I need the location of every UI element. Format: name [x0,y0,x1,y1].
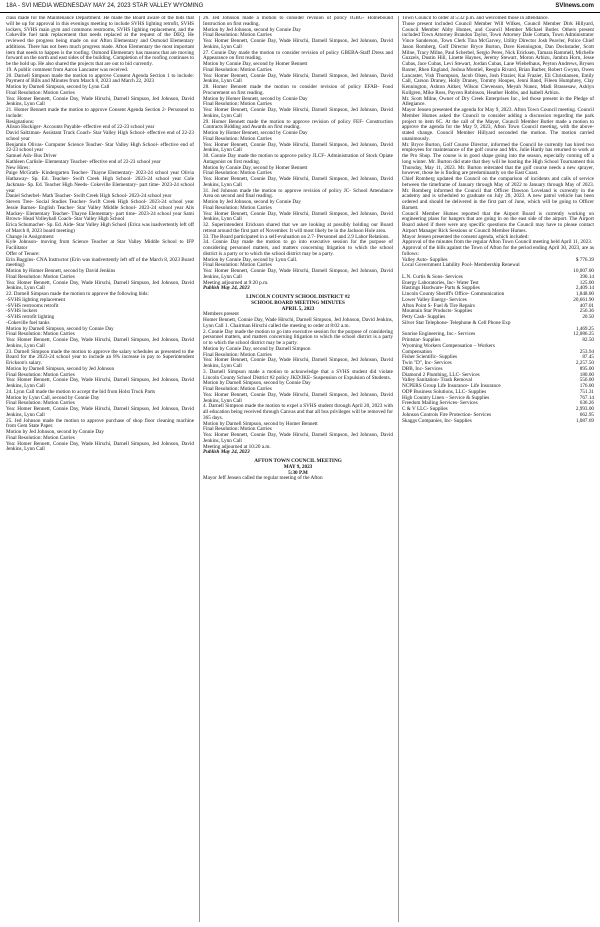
paragraph: Mayor Jeff Jensen called the regular meeting of the Afton [203,475,323,482]
column-1 [6,16,194,922]
column-2 [203,16,393,922]
bill-amount: 662.95 [579,411,594,418]
bill-amount: 751.31 [579,388,594,395]
paragraph: Town Council to order at 5:32 p.m. and welcomed those in attendance. [402,16,549,21]
bill-payee: Local Government Liability Pool- Membership Renewal [402,262,520,269]
paragraph: Yea: Homer Bennett, Connie Day, Wade Hirschi, Darnell Simpson, Jed Johnson, David Jenkins, Lynn Call [6,95,194,108]
paragraph: Mr. Scott Milne, Owner of Dry Creek Enterprises Inc., led those present in the Pledge of Allegiance. [402,95,594,108]
bill-amount: 176.00 [579,383,594,389]
bill-amount: 1,848.00 [575,291,594,297]
paragraph: 25. Jed Johnson made the motion to approve purchase of shop floor cleaning machine from Gem State Paper. [6,417,194,430]
paragraph: Yea: Homer Bennett, Connie Day, Wade Hirschi, Darnell Simpson, Jed Johnson, David Jenkins, Lynn Call [203,72,393,85]
bill-payee: Silver Star Telephone- Telephone & Cell Phone Exp [402,319,511,326]
bill-amount: 20,661.90 [573,296,594,303]
heading-line: LINCOLN COUNTY SCHOOL DISTRICT #2 [246,294,350,300]
paragraph: Offer of Tenure: [6,250,40,257]
heading-line: APRIL 5, 2023 [281,305,315,312]
bill-payee: Energy Laboratories, Inc- Water Test [402,279,479,286]
bill-amount: 2,993.00 [575,406,594,412]
paragraph: 31. Jed Johnson made the motion to approve revision of policy JC- School Attendance Area on second and final reading. [203,187,393,200]
bill-payee: C & V LLC- Supplies [402,406,448,412]
paragraph: 32. Superintendent Erickson shared that we are looking at possibly holding our Board retreat around the first part of November. It will most likely be in the Jackson Hole area. [203,222,393,234]
paragraph: Yea: Homer Bennett, Connie Day, Wade Hirschi, Darnell Simpson, Jed Johnson, David Jenkins, Lynn Call [203,432,393,444]
bill-payee: Diamond 2 Plumbing, LLC- Services [402,371,480,378]
paragraph: Motion by Connie Day, second by Darnell Simpson [203,345,311,352]
paragraph: Motion by Connie Day, second by Homer Bennett [203,61,308,67]
bill-payee: NCPERS Group Life Insurance- Life Insurance [402,383,501,389]
bill-amount: 10,007.00 [573,268,594,274]
publish-date: Publish May 24, 2023 [203,285,250,292]
bill-payee: Petty Cash- Supplies [402,314,446,320]
notice-heading [203,295,393,312]
paragraph: Chief Romberg updated the Council on the comparison of incidents and calls of service between the timeframe of January through May of 2022 to January through May of 2023. Mr. Romberg informed the Council that Officer Dawson Loveland is currently in the academy and is scheduled to graduate on July 20, 2023. A new patrol vehicle has been ordered and should be delivered in the first part of June, which will be going to Officer Barnett. [402,176,594,211]
notice-heading [203,459,393,476]
paragraph: Motion by Homer Bennett, second by Connie Day [203,95,308,102]
paragraph: Change in Assignment: [6,233,55,240]
paragraph: Final Resolution: Motion Carries [203,351,272,358]
paragraph: Yea: Homer Bennett, Connie Day, Wade Hirschi, Darnell Simpson, Jed Johnson, David Jenkins, Lynn Call [203,38,393,50]
bill-payee: L.N. Curtis & Sons- Services [402,273,463,280]
paragraph: Final Resolution: Motion Carries [6,273,75,280]
paragraph: Motion by Jed Johnson, second by Connie Day [203,26,301,33]
paragraph: 21. Homer Bennett made the motion to approve Consent Agenda Section 2- Personnel to include: [6,107,194,119]
bill-payee: Freedom Mailing Services- Services [402,400,478,407]
paragraph: -SVHS lighting replacement [6,296,66,303]
paragraph: Final Resolution: Motion Carries [6,400,75,407]
bill-amount: 1,469.25 [575,325,594,332]
paragraph: 29. Homer Bennett made the motion to approve revision of policy FEF- Construction Contracts Bidding and Awards on first reading. [203,118,393,131]
bill-amount: 556.00 [579,377,594,384]
header-website: SVInews.com [555,3,594,9]
paragraph: Final Resolution: Motion Carries [203,262,272,269]
paragraph: Motion by Homer Bennett, second by David Jenkins [6,268,116,274]
paragraph: 4. Darnell Simpson made the motion to expel a SVHS student through April 20, 2023 with all education being received through Canvas and that all bus privileges will be removed for 365 days. [203,403,393,421]
paragraph: Mayor Jensen presented the consent agenda, which included: [402,233,529,240]
heading-line: AFTON TOWN COUNCIL MEETING [254,458,342,464]
paragraph: Yea: Homer Bennett, Connie Day, Wade Hirschi, Darnell Simpson, Jed Johnson, David Jenkins, Lynn Call [6,337,194,349]
paragraph: 27. Connie Day made the motion to consider revision of policy GBEBA-Staff Dress and Appearance on first reading. [203,49,393,62]
paragraph: Motion by Darnell Simpson, second by Lynn Call [6,84,110,90]
bill-row [402,419,594,425]
paragraph: Meeting adjourned at 10:20 a.m. [203,443,271,450]
paragraph: Motion by Darnell Simpson, second by Connie Day [6,325,114,332]
header-dateline: 18A - SVI MEDIA WEDNESDAY MAY 24, 2023 STAR VALLEY WYOMING [6,3,204,9]
bill-amount: 2,257.50 [575,360,594,366]
bill-payee: Afton Point S- Fuel & Tire Repairs [402,302,475,309]
paragraph: 19. A public comment from Aaron Lancaster was received. [6,66,129,73]
paragraph: Yea: Homer Bennett, Connie Day, Wade Hirschi, Darnell Simpson, Jed Johnson, David Jenkins, Lynn Call [203,268,393,280]
bill-amount: 895.00 [579,365,594,372]
bill-amount: 767.14 [579,394,594,401]
paragraph: Mr. Bryce Burton, Golf Course Director, informed the Council he currently has hired two employees for maintenance of the golf course and Mrs. Julie Hardy has returned to work at the Pro Shop. The course is in good shape going into the season, especially coming off a long winter. Mr. Burton did state that they will be hosting the High School Tournament this Thursday, May 11, 2023. Mr. Burton reiterated that the golf course needs a new sprayer, however, those he is finding are predominantly on the East Coast. [402,141,594,177]
paragraph: Final Resolution: Motion Carries [203,386,272,392]
paragraph: Members present [203,311,239,318]
bill-payee: High Country Linen – Service & Supplies [402,394,490,401]
paragraph: Those present included Council Member Will Wilkes, Council Member Dirk Hillyard, Council Member Abby Humes, and Council Member Michael Butler. Others present included Town Attorney Brandon Taylor, Town Attorney Dale Cottam, Town Administrator Vince Sanderson, Town Clerk Tina McGarvey, Utility Director Josh Peavler, Police Chief Jason Romberg, Golf Director Bryce Burton, Dave Kennington, Dan Dockstader, Scott Milne, Tracy Milne, Paul Scherbel, Sergio Peres, Nick Ericksen, Tamara Rammell, Michelle Guzzels, Dustin Hill, Linette Haynes, Jeremy Stewart, Moron Arbizu, Jambra Horn, Jesse Cubas, Jace Cubas, Levi Stewart, Jordan Cubas, Lane Wiebelhaus, Peyton Andrews, Brysen Baxter, Rhen England, Joshua Montiel, Reegin Rivard, Brian Barber, Robert Gwynn, Owen Lancaster, Vish Thompson, Jacob Olsen, Josh Frazier, Kai Frazier, Eli Christiansen, Emily Call, Carson Draney, Holly Draney, Tommy Hoopes, Jenni Band, Fileen Humphrey, Clay Kennington, Ashton Aitker, Wilson Clevenson, Meyah Nunez, Madi Brassesaw, Ashlyn Kollgren, Mike Ross, Paycen Robinson, Heather Hobbs, and Isabell Arbizu. [402,20,594,96]
column-divider [398,16,399,922]
bill-payee: Sunrise Engineering, Inc.- Services [402,331,476,338]
paragraph: Yea: Homer Bennett, Connie Day, Wade Hirschi, Darnell Simpson, Jed Johnson, David Jenkins, Lynn Call [203,176,393,188]
bill-amount: 82.50 [582,337,594,343]
bill-amount: 253.94 [579,348,594,355]
paragraph: 2. Connie Day made the motion to go into executive session for the purpose of considering personnel matters, and matters concerning litigation to which the school district is a party or to which the school district may be a party. [203,328,393,346]
bill-amount: 390.14 [579,273,594,280]
paragraph: 3. Darnell Simpson made a motion to acknowledge that a SVHS student did violate Lincoln County School District #2 policy JKD/JKE- Suspension or Expulsion of Students. [203,368,393,381]
paragraph: Final Resolution: Motion Carries [203,32,272,39]
paragraph: class made for the Maintenance Department. He made the Board aware of the bids that will be up for approval in this evenings meeting to include SVHS lighting retrofit, SVHS lockers, SVHS main gym and commons restrooms, SVHS lighting replacement, and the Cokeville fuel tank replacement that needs replaced at the request of the DEQ. He reviewed the progress being made on our Afton Elementary and Osmond Elementary additions. There has not been much progress made. Afton Elementary the most important item that needs to happen is the roofing. Osmond Elementary has masons that are moving forward on the north and east sides of the building. Completion of the roofing continues to be the hold up. He also shared the projects that are out to bid currently. [6,16,194,67]
paragraph: -Cokeville fuel tanks [6,319,50,326]
paragraph: Yea: Homer Bennett, Connie Day, Wade Hirschi, Darnell Simpson, Jed Johnson, David Jenkins, Lynn Call [6,279,194,292]
paragraph: -SVHS retrofit lighting [6,314,55,320]
bill-payee: Valley Sanitation- Trash Removal [402,377,473,384]
paragraph: -SVHS restrooms retrofit [6,302,59,309]
paragraph: Final Resolution: Motion Carries [203,135,272,142]
paragraph: Resignations: [6,118,35,125]
paragraph: 33. The Board participated in a self-evaluation on 2.7- Personnel and 2.9 Labor Relations. [203,233,390,240]
paragraph: Daniel Scherbel- Math Teacher- Swift Creek High School- 2023-24 school year [6,193,172,200]
column-divider [199,16,200,922]
paragraph: 22. Darnell Simpson made the motion to approve the following bids: [6,291,149,297]
paragraph: Kyle Johnson- moving from Science Teacher at Star Valley Middle School to IFP Facilitator [6,239,194,251]
paragraph: Final Resolution: Motion Carries [203,204,272,211]
paragraph: Final Resolution: Motion Carries [203,101,272,108]
bill-payee: Twin "D", Inc- Services [402,360,452,366]
paragraph: Motion by Homer Bennett, second by Connie Day [203,130,308,136]
heading-line: SCHOOL BOARD MEETING MINUTES [251,299,345,306]
paragraph: Paige McGrath- Kindergarten Teacher- Thayne Elementary- 2023-24 school year Olivia Hathaway- Sp. Ed. Teacher- Swift Creek High School- 2023-24 school year Cole Jackman- Sp. Ed. Teacher High Needs- Cokeville Elementary- part time- 2023-24 school year [6,170,194,194]
paragraph: Homer Bennett, Connie Day, Wade Hirschi, Darnell Simpson, Jed Johnson, David Jenkins, Lynn Call 1. Chairman Hirschi called the meeting to order at 8:02 a.m. [203,317,393,329]
bill-amount: 87.45 [582,354,594,361]
bill-amount: $ 776.39 [575,256,594,263]
page-header [0,0,600,13]
bill-payee: Fisher Scientific- Supplies [402,354,458,361]
paragraph: Motion by Jed Johnson, second by Connie Day [203,199,301,205]
paragraph: Approval of the bills against the Town of Afton for the period ending April 30, 2023, are as follows: [402,245,594,257]
paragraph: Yea: Homer Bennett, Connie Day, Wade Hirschi, Darnell Simpson, Jed Johnson, David Jenkins, Lynn Call [203,391,393,404]
bill-payee: Lincoln County Sheriff's Office- Communication [402,291,505,297]
paragraph: Yea: Homer Bennett, Connie Day, Wade Hirschi, Darnell Simpson, Jed Johnson, David Jenkins, Lynn Call [6,377,194,389]
bill-payee: Johnson Controls Fire Protection- Services [402,411,492,418]
paragraph: 20. Darnell Simpson made the motion to approve Consent Agenda Section 1 to include: Payment of Bills and Minutes from March 8, 2023 and March 22, 2023 [6,72,194,85]
paragraph: 23. Darnell Simpson made the motion to approve the salary schedules as presented to the Board for the 2023-24 school year to include an 8% increase in pay to Superintendent Erickson's salary. [6,348,194,366]
bill-payee: DBB, Inc- Services [402,365,443,372]
paragraph: Motion by Connie Day, second by Homer Bennett [203,164,308,171]
bill-amount: 256.36 [579,308,594,315]
bill-payee: Compensation [402,348,432,355]
paragraph: David Saltzman- Assistant Track Coach- Star Valley High School- effective end of 22-23 school year [6,130,194,142]
paragraph: 28. Homer Bennett made the motion to consider revision of policy EFAB- Food Procurement on first reading. [203,84,393,96]
bill-payee: Skaggs Companies, Inc- Supplies [402,417,472,424]
bill-payee: Lower Valley Energy- Services [402,296,467,303]
paragraph: Final Resolution: Motion Carries [203,66,272,73]
paragraph: 26. Jed Johnson made a motion to consider revision of policy IGBG- Homebound Instruction on first reading. [203,16,393,27]
paragraph: Yea: Homer Bennett, Connie Day, Wade Hirschi, Darnell Simpson, Jed Johnson, David Jenkins, Lynn Call [203,141,393,154]
paragraph: Council Member Humes reported that the Airport Board is currently working on engineering plans for hangers that are going in on the east side of the airport. The Airport Board asked if there were any specific questions the Council may have to please contact Airport Manager Rick Sessions or Council Member Humes. [402,210,594,234]
paragraph: Alison Huckiger- Accounts Payable- effective end of 22-23 school year [6,124,155,131]
bill-amount: 636.26 [579,400,594,407]
paragraph: Motion by Darnell Simpson, second by Homer Bennett [203,420,318,427]
paragraph: Final Resolution: Motion Carries [203,170,272,177]
heading-line: 5:30 P.M [288,469,308,476]
paragraph: Steven Tree- Social Studies Teacher- Swift Creek High School- 2023-24 school year Jessie Barnes- English Teacher- Star Valley Middle School- 2023-24 school year Alis Mackey- Elementary Teacher- Thayne Elementary- part time- 2023-24 school year Sami Brown- Head Volleyball Coach- Star Valley High School [6,199,194,223]
paragraph: -SVHS lockers [6,308,38,315]
bill-payee: Mountain Star Products- Supplies [402,308,473,315]
paragraph: Motion by Lynn Call, second by Connie Day [6,394,100,401]
paragraph: Kathleen Carlisle- Elementary Teacher- effective end of 22-23 school year [6,158,161,165]
bill-payee: Printstar- Supplies [402,337,441,343]
bill-payee: Valley Auto- Supplies [402,256,448,263]
column-3 [402,16,594,922]
bill-payee: Wyoming Workers Compensation – Workers [402,342,495,349]
bills-list [402,258,594,425]
bill-amount: 125.00 [579,279,594,286]
paragraph: Final Resolution: Motion Carries [6,331,75,338]
paragraph: Yea: Homer Bennett, Connie Day, Wade Hirschi, Darnell Simpson, Jed Johnson, David Jenkins, Lynn Call [6,406,194,418]
paragraph: Meeting adjourned at 9:20 p.m. [203,279,269,286]
bill-amount: 1,087.69 [575,417,594,424]
paragraph: Final Resolution: Motion Carries [203,426,272,433]
paragraph: Benjamin Olivas- Computer Science Teacher- Star Valley High School- effective end of 22-23 school year [6,141,194,154]
paragraph: Motion by Connie Day, second by Lynn Call. [203,256,298,263]
paragraph: Approval of the minutes from the regular Afton Town Council meeting held April 11, 2023. [402,239,593,246]
paragraph: Yea: Homer Bennett, Connie Day, Wade Hirschi, Darnell Simpson, Jed Johnson, David Jenkins, Lynn Call [203,357,393,369]
bill-amount: 2,409.14 [575,285,594,292]
paragraph: Yea: Homer Bennett, Connie Day, Wade Hirschi, Darnell Simpson, Jed Johnson, David Jenkins, Lynn Call [6,440,194,453]
paragraph: Motion by Jed Johnson, second by Connie Day [6,429,104,435]
publish-date: Publish May 24, 2023 [203,449,250,456]
paragraph: 34. Connie Day made the motion to go into executive session for the purpose of considering personnel matters, and matters concerning litigation to which the school district is a party or to which the school district may be a party. [203,239,393,257]
bill-amount: 180.00 [579,371,594,378]
paragraph: Samuel Ash- Bus Driver [6,153,57,159]
paragraph: 30. Connie Day made the motion to approve policy JLCF- Administration of Stock Opiate Antagonist on first reading. [203,153,393,165]
paragraph: 24. Lynn Call made the motion to accept the bid from Holst Truck Parts [6,388,155,395]
bill-payee: Hastings Hardware- Parts & Supplies [402,285,480,292]
bill-amount: 20.50 [582,314,594,320]
paragraph: Yea: Homer Bennett, Connie Day, Wade Hirschi, Darnell Simpson, Jed Johnson, David Jenkins, Lynn Call [203,107,393,119]
paragraph: Final Resolution: Motion Carries [6,89,75,96]
paragraph: Final Resolution: Motion Carries [6,371,75,378]
paragraph: Erin Baggins- CNA Instructor (Erin was inadvertently left off of the March 8, 2023 Board meeting) [6,256,194,269]
paragraph: Erica Schumacher- Sp. Ed. Aide- Star Valley High School (Erica was inadvertently left off of March 8, 2023 board meeting) [6,222,194,234]
bill-payee: ODP Business Solutions, LLC- Supplies [402,388,487,395]
paragraph: Yea: Homer Bennett, Connie Day, Wade Hirschi, Darnell Simpson, Jed Johnson, David Jenkins, Lynn Call [203,210,393,223]
heading-line: MAY 9, 2023 [283,463,313,470]
paragraph: Motion by Darnell Simpson, second by Jed Johnson [6,365,115,372]
paragraph: Motion by Darnell Simpson, second by Connie Day [203,380,311,387]
bill-amount: 12,086.25 [573,331,594,338]
paragraph: New Hires: [6,164,30,171]
bill-amount: 407.01 [579,302,594,309]
paragraph: Final Resolution: Motion Carries [6,434,75,441]
paragraph: Mayor Jensen presented the agenda for May 9, 2023. Afton Town Council meeting. Council Member Humes asked the Council to consider adding a discussion regarding the park project to item 6C. At the call of the Mayor, Council Member Butler made a motion to approve the agenda for the May 9, 2023, Afton Town Council meeting, with the above-stated change. Council Member Hillyard seconded the motion. The motion carried unanimously. [402,107,594,142]
